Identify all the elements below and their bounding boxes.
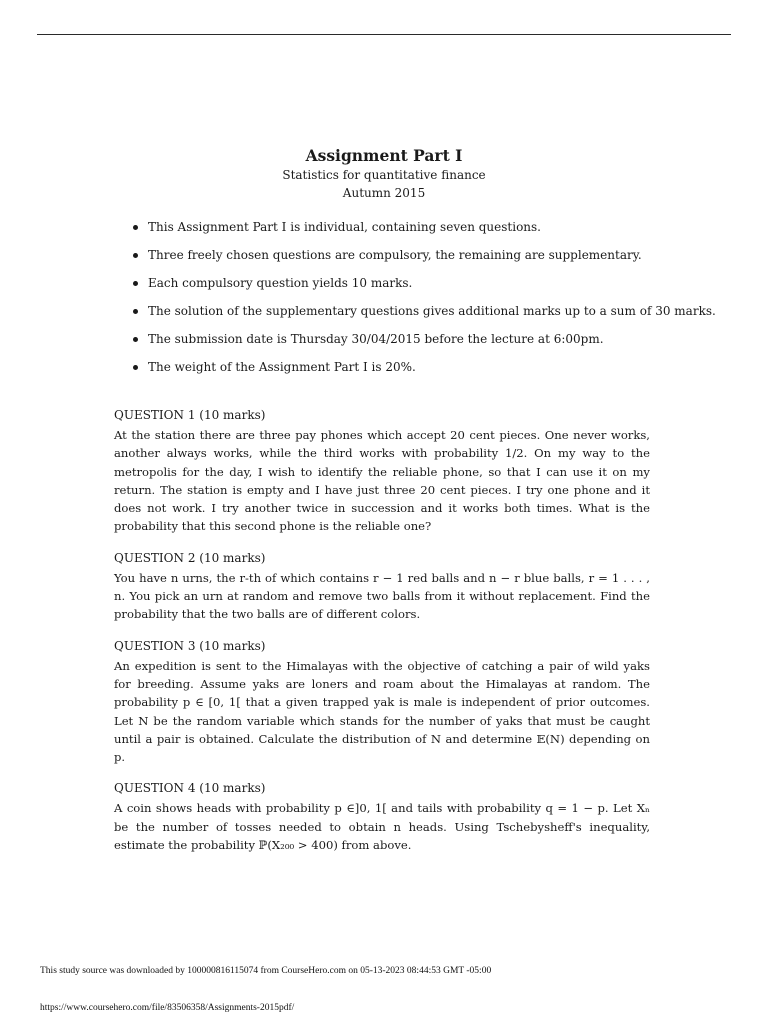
document-title: Assignment Part I <box>305 146 463 165</box>
question-4 <box>114 779 650 854</box>
question-3 <box>114 637 650 767</box>
question-body: A coin shows heads with probability p ∈]0, 1[ and tails with probability q = 1 − p. Let Xₙ be the number of tosses needed to obtain n heads. Using Tschebysheff's inequality, estimate the probability ℙ(X₂₀₀ > 400) from above. <box>114 801 650 853</box>
download-notice: This study source was downloaded by 100000816115074 from CourseHero.com on 05-13-2023 08:44:53 GMT -05:00 <box>40 966 492 976</box>
document-header <box>0 146 768 202</box>
document-term: Autumn 2015 <box>342 186 426 200</box>
instruction-item <box>133 303 716 319</box>
instruction-text: Each compulsory question yields 10 marks. <box>148 276 413 290</box>
question-heading: QUESTION 3 (10 marks) <box>114 638 266 653</box>
bullet-icon <box>133 253 138 258</box>
instruction-text: This Assignment Part I is individual, containing seven questions. <box>148 220 541 234</box>
question-heading: QUESTION 4 (10 marks) <box>114 781 266 796</box>
document-subtitle: Statistics for quantitative finance <box>282 168 486 182</box>
bullet-icon <box>133 365 138 370</box>
questions-section <box>114 406 650 867</box>
bullet-icon <box>133 309 138 314</box>
question-body: An expedition is sent to the Himalayas with the objective of catching a pair of wild yaks for breeding. Assume yaks are loners and roam about the Himalayas at random. The probability p ∈ [0, 1[ that a given trapped yak is male is independent of prior outcomes. Let N be the random variable which stands for the number of yaks that must be caught until a pair is obtained. Calculate the distribution of N and determine 𝔼(N) depending on p. <box>114 658 650 765</box>
instruction-text: The weight of the Assignment Part I is 20%. <box>148 360 416 374</box>
question-heading: QUESTION 1 (10 marks) <box>114 408 266 422</box>
question-body: At the station there are three pay phones which accept 20 cent pieces. One never works, another always works, while the third works with probability 1/2. On my way to the metropolis for the day, I wish to identify the reliable phone, so that I can use it on my return. The station is empty and I have just three 20 cent pieces. I try one phone and it does not work. I try another twice in succession and it works both times. What is the probability that this second phone is the reliable one? <box>114 428 650 534</box>
source-url-link[interactable]: https://www.coursehero.com/file/83506358/Assignments-2015pdf/ <box>40 1003 295 1013</box>
question-heading: QUESTION 2 (10 marks) <box>114 550 266 565</box>
bullet-icon <box>133 281 138 286</box>
bullet-icon <box>133 225 138 230</box>
instruction-item <box>133 331 673 347</box>
bullet-icon <box>133 337 138 342</box>
instructions-list <box>133 219 716 387</box>
top-rule <box>37 34 731 35</box>
instruction-item <box>133 247 673 263</box>
question-1 <box>114 406 650 536</box>
instruction-text: Three freely chosen questions are compulsory, the remaining are supplementary. <box>148 248 642 262</box>
instruction-item <box>133 219 673 235</box>
instruction-text: The submission date is Thursday 30/04/2015 before the lecture at 6:00pm. <box>148 332 604 346</box>
instruction-text: The solution of the supplementary questions gives additional marks up to a sum of 30 marks. <box>148 304 716 318</box>
instruction-item <box>133 359 673 375</box>
question-body: You have n urns, the r-th of which contains r − 1 red balls and n − r blue balls, r = 1 . . . , n. You pick an urn at random and remove two balls from it without replacement. Find the probability that the two balls are of different colors. <box>114 570 650 622</box>
instruction-item <box>133 275 673 291</box>
question-2 <box>114 549 650 624</box>
